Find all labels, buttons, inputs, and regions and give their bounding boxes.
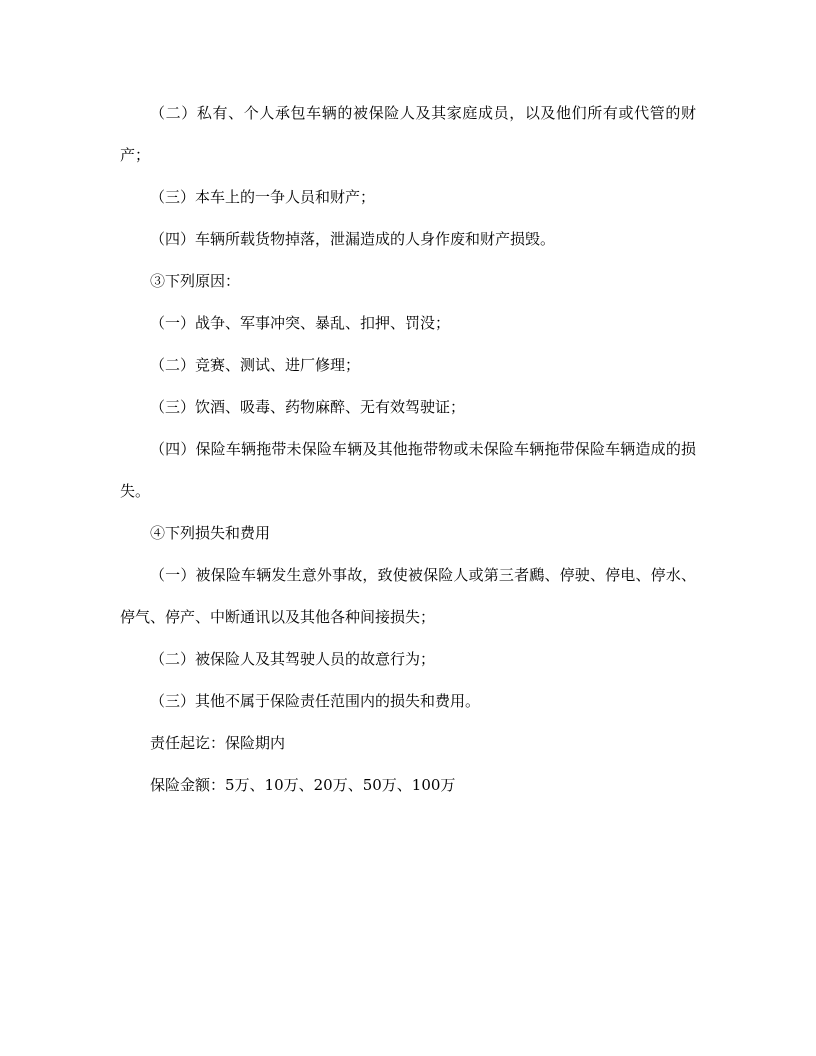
paragraph-cargo-falling: （四）车辆所载货物掉落，泄漏造成的人身作废和财产损毁。 xyxy=(150,230,556,248)
paragraph-passengers-property: （三）本车上的一争人员和财产； xyxy=(150,188,376,206)
document-body xyxy=(120,92,696,806)
paragraph-intentional-acts: （二）被保险人及其驾驶人员的故意行为； xyxy=(150,650,436,668)
section-heading-losses: ④下列损失和费用 xyxy=(150,524,271,542)
paragraph-owner-property: （二）私有、个人承包车辆的被保险人及其家庭成员，以及他们所有或代管的财产； xyxy=(120,104,696,164)
paragraph-other-exclusions: （三）其他不属于保险责任范围内的损失和费用。 xyxy=(150,692,481,710)
paragraph-towing: （四）保险车辆拖带未保险车辆及其他拖带物或未保险车辆拖带保险车辆造成的损失。 xyxy=(120,440,696,500)
paragraph-racing-testing: （二）竞赛、测试、进厂修理； xyxy=(150,356,361,374)
paragraph-war-conflict: （一）战争、军事冲突、暴乱、扣押、罚没； xyxy=(150,314,451,332)
paragraph-insured-amounts: 保险金额：5万、10万、20万、50万、100万 xyxy=(150,776,456,794)
paragraph-drinking-drugs: （三）饮酒、吸毒、药物麻醉、无有效驾驶证； xyxy=(150,398,466,416)
section-heading-causes: ③下列原因： xyxy=(150,272,241,290)
paragraph-indirect-losses: （一）被保险车辆发生意外事故，致使被保险人或第三者鷉、停驶、停电、停水、停气、停产、中断通讯以及其他各种间接损失； xyxy=(120,566,696,626)
paragraph-coverage-period: 责任起讫：保险期内 xyxy=(150,734,286,752)
